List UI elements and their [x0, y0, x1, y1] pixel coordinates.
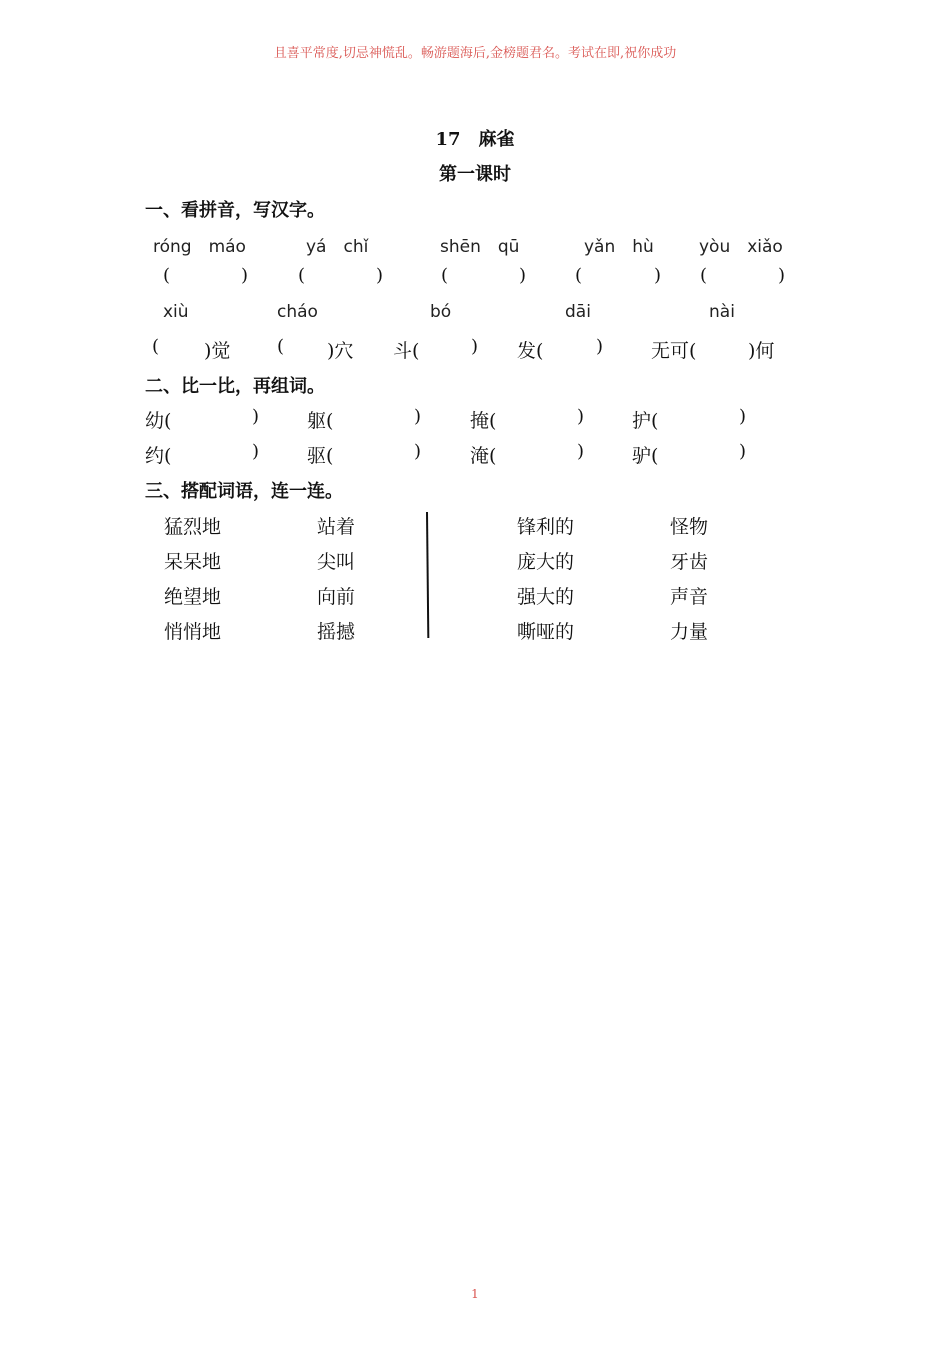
- match-word[interactable]: 摇撼: [317, 621, 356, 643]
- answer-blank[interactable]: (: [575, 265, 583, 286]
- match-word[interactable]: 猛烈地: [164, 516, 222, 538]
- match-word[interactable]: 锋利的: [517, 516, 575, 538]
- compare-char: 驴(: [632, 445, 659, 467]
- lesson-subtitle: 第一课时: [439, 164, 511, 185]
- pinyin-dai: dāi: [565, 302, 591, 322]
- match-word[interactable]: 牙齿: [670, 551, 709, 573]
- compare-char: 护(: [632, 410, 659, 432]
- pinyin-nai: nài: [709, 302, 735, 322]
- compare-char: 约(: [145, 445, 172, 467]
- pinyin-rongmao: róng máo: [153, 237, 246, 257]
- match-word[interactable]: 向前: [317, 586, 356, 608]
- match-word[interactable]: 强大的: [517, 586, 575, 608]
- fill-item: )穴: [327, 340, 354, 362]
- answer-blank[interactable]: (: [700, 265, 708, 286]
- match-word[interactable]: 力量: [670, 621, 709, 643]
- match-word[interactable]: 声音: [670, 586, 709, 608]
- lesson-title: 17 麻雀: [435, 129, 515, 150]
- compare-char: 幼(: [145, 410, 172, 432]
- fill-item: 斗(: [393, 340, 420, 362]
- page-number: 1: [471, 1287, 479, 1301]
- answer-blank[interactable]: (: [163, 265, 171, 286]
- column-divider: [426, 512, 429, 638]
- match-word[interactable]: 怪物: [670, 516, 709, 538]
- match-word[interactable]: 尖叫: [317, 551, 356, 573]
- pinyin-youxiao: yòu xiǎo: [699, 237, 783, 257]
- match-word[interactable]: 悄悄地: [164, 621, 222, 643]
- compare-char: 驱(: [307, 445, 334, 467]
- match-word[interactable]: 站着: [317, 516, 356, 538]
- compare-char: 躯(: [307, 410, 334, 432]
- fill-item: )觉: [204, 340, 231, 362]
- match-word[interactable]: 呆呆地: [164, 551, 222, 573]
- compare-char: 掩(: [470, 410, 497, 432]
- answer-blank[interactable]: (: [298, 265, 306, 286]
- fill-item: 发(: [517, 340, 544, 362]
- answer-blank[interactable]: (: [152, 336, 160, 357]
- answer-blank[interactable]: (: [277, 336, 285, 357]
- answer-blank[interactable]: (: [441, 265, 449, 286]
- match-word[interactable]: 绝望地: [164, 586, 222, 608]
- compare-char: 淹(: [470, 445, 497, 467]
- header-motto: 且喜平常度,切忌神慌乱。畅游题海后,金榜题君名。考试在即,祝你成功: [273, 46, 677, 61]
- pinyin-chao: cháo: [277, 302, 318, 322]
- match-word[interactable]: 庞大的: [517, 551, 575, 573]
- section-3-heading: 三、搭配词语，连一连。: [145, 481, 343, 502]
- pinyin-yanhu: yǎn hù: [584, 237, 654, 257]
- pinyin-bo: bó: [430, 302, 452, 322]
- pinyin-shenqu: shēn qū: [440, 237, 520, 257]
- pinyin-xiu: xiù: [163, 302, 189, 322]
- pinyin-yachi: yá chǐ: [306, 237, 369, 257]
- fill-item: 无可(: [651, 340, 697, 362]
- match-word[interactable]: 嘶哑的: [517, 621, 575, 643]
- section-1-heading: 一、看拼音，写汉字。: [145, 200, 325, 221]
- section-2-heading: 二、比一比，再组词。: [145, 376, 325, 397]
